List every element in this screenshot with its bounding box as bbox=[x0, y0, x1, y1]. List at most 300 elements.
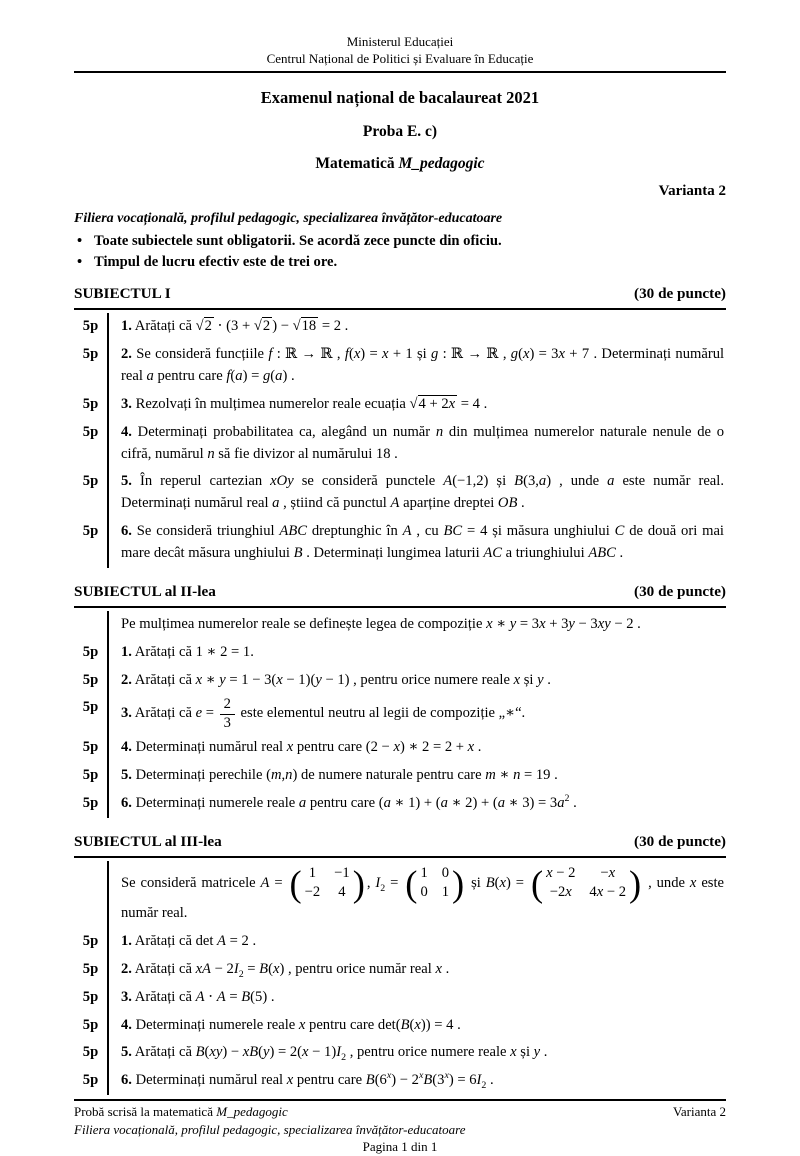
math-text: = bbox=[269, 874, 288, 891]
math-text: (5) . bbox=[250, 988, 275, 1005]
math-variable: xB bbox=[242, 1044, 259, 1061]
math-variable: B bbox=[365, 1072, 375, 1089]
math-text: = 2 . bbox=[225, 932, 257, 949]
math-variable: a bbox=[275, 367, 283, 384]
problem-item bbox=[74, 468, 726, 518]
problem-item bbox=[74, 1012, 726, 1040]
problem-item bbox=[74, 1039, 726, 1067]
rule-item: • Toate subiectele sunt obligatorii. Se acordă zece puncte din oficiu. bbox=[74, 231, 726, 253]
math-text: Arătați că det bbox=[131, 932, 218, 949]
math-variable: f bbox=[344, 346, 349, 362]
math-variable: a bbox=[440, 794, 448, 811]
math-variable: ABC bbox=[588, 545, 616, 562]
math-text: Determinați numerele reale bbox=[131, 794, 299, 811]
math-text: ( bbox=[518, 346, 523, 362]
math-text: pentru care (2 − bbox=[293, 739, 394, 756]
problem-item bbox=[74, 341, 726, 391]
math-text: ( bbox=[494, 874, 500, 891]
math-text: 2 bbox=[380, 882, 386, 894]
problem-text bbox=[107, 734, 726, 762]
math-text: ) = bbox=[506, 874, 529, 891]
math-variable: B bbox=[259, 960, 269, 977]
item-number: 3. bbox=[121, 988, 132, 1005]
math-text: 4 + 2 bbox=[418, 395, 449, 412]
problem-item bbox=[74, 639, 726, 667]
math-text: ( bbox=[258, 1044, 264, 1061]
problem-item bbox=[74, 419, 726, 469]
points-label: 5p bbox=[82, 767, 99, 783]
math-variable: x bbox=[513, 671, 521, 688]
item-number: 1. bbox=[121, 932, 132, 949]
math-variable: x bbox=[418, 1070, 424, 1082]
math-variable: x bbox=[286, 739, 294, 756]
math-variable: x bbox=[386, 1070, 392, 1082]
math-text: Se consideră funcțiile bbox=[131, 346, 269, 362]
matrix bbox=[531, 864, 641, 903]
problem-text bbox=[107, 928, 726, 956]
math-text: ∗ bbox=[492, 615, 510, 632]
math-text: Arătați că 1 ∗ 2 = 1. bbox=[131, 643, 254, 660]
radicand bbox=[204, 317, 214, 334]
math-text: = 1 − 3( bbox=[225, 671, 277, 688]
radical-sign-icon: √ bbox=[409, 395, 418, 412]
math-text: + 3 bbox=[545, 615, 569, 632]
math-text: ) = 3 bbox=[529, 346, 559, 362]
math-variable: I bbox=[336, 1044, 342, 1061]
math-text: Rezolvați în mulțimea numerelor reale ecuația bbox=[131, 395, 410, 412]
math-text: = 4 . bbox=[457, 395, 488, 412]
math-text: ( bbox=[409, 1016, 415, 1033]
math-variable: a bbox=[298, 794, 307, 811]
problem-text bbox=[107, 956, 726, 984]
math-variable: y bbox=[533, 1044, 541, 1061]
radical-sign-icon: √ bbox=[253, 318, 262, 335]
math-text: , pentru orice numere reale bbox=[346, 1044, 511, 1061]
math-text: Determinați numărul real bbox=[131, 739, 287, 756]
matrix-cell bbox=[309, 864, 316, 884]
proba-title: Proba E. c) bbox=[362, 122, 438, 140]
math-text: −1 bbox=[334, 864, 350, 881]
math-variable: x bbox=[499, 874, 507, 891]
item-number: 1. bbox=[121, 318, 132, 335]
math-variable: x bbox=[276, 671, 283, 688]
math-text: , cu bbox=[411, 523, 444, 540]
math-variable: n bbox=[285, 767, 293, 783]
math-variable: a bbox=[557, 794, 565, 811]
math-text: . bbox=[486, 1072, 494, 1089]
math-text: Arătați că bbox=[131, 318, 196, 335]
math-text: (3 bbox=[432, 1072, 445, 1089]
math-text: ) . bbox=[282, 367, 295, 384]
points-label: 5p bbox=[82, 1072, 99, 1089]
math-text: Determinați probabilitatea ca, alegând un număr bbox=[131, 423, 436, 440]
math-text: 2 bbox=[223, 696, 231, 713]
problem-item bbox=[74, 762, 726, 790]
math-text: ∗ 2) + ( bbox=[447, 794, 498, 811]
points-label: 5p bbox=[82, 643, 99, 660]
math-text: . bbox=[441, 960, 450, 977]
math-text: − 2 bbox=[210, 960, 234, 977]
item-number: 5. bbox=[121, 767, 132, 783]
math-text: ) − bbox=[222, 1044, 243, 1061]
math-variable: x bbox=[596, 884, 604, 901]
math-text: ) , pentru orice număr real bbox=[279, 960, 436, 977]
math-text: 4 bbox=[589, 884, 597, 901]
points-label: 5p bbox=[82, 346, 99, 362]
math-text: ⋅ (3 + bbox=[213, 318, 254, 335]
math-text: Se consideră matricele bbox=[121, 874, 261, 891]
math-variable: a bbox=[146, 367, 154, 384]
header-organization bbox=[74, 34, 726, 68]
problem-text bbox=[107, 790, 726, 818]
math-variable: x bbox=[353, 346, 361, 362]
points-label: 5p bbox=[82, 423, 99, 440]
math-text: . bbox=[569, 794, 577, 811]
math-variable: A bbox=[260, 874, 270, 891]
math-text: = 2 . bbox=[318, 318, 349, 335]
item-number: 6. bbox=[121, 794, 132, 811]
math-text: se consideră punctele bbox=[293, 473, 444, 490]
math-text: Determinați numerele reale bbox=[131, 1016, 299, 1033]
math-variable: n bbox=[435, 423, 444, 440]
math-text: − 2 . bbox=[610, 615, 641, 632]
points-label: 5p bbox=[82, 794, 99, 811]
math-variable: I bbox=[375, 874, 381, 891]
math-text: 1 bbox=[308, 864, 317, 881]
points-label: 5p bbox=[82, 395, 99, 412]
section-title: SUBIECTUL I bbox=[74, 285, 171, 303]
math-variable: xA bbox=[195, 960, 211, 977]
item-number: 2. bbox=[121, 671, 132, 688]
math-text: ( bbox=[230, 367, 236, 384]
footer-row-1 bbox=[74, 1103, 726, 1121]
math-text: − 3 bbox=[574, 615, 598, 632]
section-intro bbox=[74, 611, 726, 639]
math-variable: a bbox=[235, 367, 243, 384]
problem-item bbox=[74, 313, 726, 341]
math-text: (6 bbox=[374, 1072, 387, 1089]
math-text: Determinați perechile ( bbox=[131, 767, 271, 783]
points-label: 5p bbox=[82, 473, 99, 490]
math-text: Arătați că bbox=[131, 960, 196, 977]
radical-sign-icon: √ bbox=[292, 318, 301, 335]
math-text: Pe mulțimea numerelor reale se definește legea de compoziție bbox=[121, 615, 487, 632]
math-text: pentru care ( bbox=[306, 794, 384, 811]
math-variable: x bbox=[510, 1044, 517, 1061]
math-variable: x bbox=[565, 884, 572, 901]
denominator bbox=[220, 715, 235, 731]
matrix-cell bbox=[420, 864, 427, 884]
radicand bbox=[418, 395, 458, 412]
section-points: (30 de puncte) bbox=[634, 285, 726, 303]
math-text: dreptunghic în bbox=[307, 523, 403, 540]
problem-item bbox=[74, 734, 726, 762]
math-text: Determinați numărul real bbox=[131, 1072, 287, 1089]
points-label: 5p bbox=[82, 318, 99, 335]
math-text: . bbox=[474, 739, 482, 756]
footer-proba-text: Probă scrisă la matematică bbox=[74, 1104, 217, 1120]
math-text: , bbox=[366, 874, 376, 891]
problem-text bbox=[107, 391, 726, 419]
subject-title bbox=[74, 152, 726, 175]
math-text: este elementul neutru al legii de compoziție „∗“. bbox=[236, 705, 526, 722]
math-text: , știind că punctul bbox=[279, 495, 391, 512]
math-text: 1 bbox=[441, 884, 450, 901]
matrix-cell bbox=[442, 883, 449, 903]
math-variable: B bbox=[423, 1072, 433, 1089]
math-variable: g bbox=[262, 367, 271, 384]
section-3-body bbox=[74, 856, 726, 1100]
math-text: și bbox=[466, 874, 486, 891]
math-text: pentru care bbox=[293, 1072, 366, 1089]
math-text: 4 bbox=[338, 884, 346, 901]
right-paren-icon: ) bbox=[352, 862, 365, 905]
math-text: 18 bbox=[301, 318, 317, 335]
exam-title: Examenul național de bacalaureat 2021 bbox=[260, 87, 540, 107]
footer-rule bbox=[74, 1099, 726, 1101]
math-text: 0 bbox=[441, 864, 450, 881]
section-title: SUBIECTUL al III-lea bbox=[74, 832, 222, 850]
math-variable: A bbox=[217, 932, 226, 949]
math-text: . bbox=[543, 671, 551, 688]
problem-item bbox=[74, 391, 726, 419]
math-variable: AC bbox=[483, 545, 502, 562]
math-text: . bbox=[540, 1044, 548, 1061]
math-text: ( bbox=[270, 367, 276, 384]
sqrt-expression bbox=[196, 318, 214, 334]
problem-text bbox=[107, 861, 726, 928]
right-paren-icon: ) bbox=[452, 862, 465, 905]
math-variable: m bbox=[485, 767, 496, 783]
math-variable: e bbox=[195, 705, 203, 722]
problem-item bbox=[74, 928, 726, 956]
item-number: 3. bbox=[121, 705, 132, 722]
problem-text bbox=[107, 762, 726, 790]
math-text: −2 bbox=[304, 884, 321, 901]
math-text: 2 bbox=[238, 968, 244, 980]
points-label: 5p bbox=[82, 739, 99, 756]
matrix-cell bbox=[600, 864, 615, 884]
problem-text bbox=[107, 341, 726, 391]
points-label: 5p bbox=[82, 960, 99, 977]
math-text: Arătați că bbox=[131, 671, 196, 688]
math-text: ∗ bbox=[202, 671, 220, 688]
math-text: ∗ bbox=[495, 767, 514, 783]
math-text: și bbox=[520, 671, 538, 688]
section-title: SUBIECTUL al II-lea bbox=[74, 583, 216, 601]
math-variable: x bbox=[302, 1044, 309, 1061]
math-variable: x bbox=[608, 864, 616, 881]
section-points: (30 de puncte) bbox=[634, 583, 726, 601]
math-variable: x bbox=[522, 346, 530, 362]
math-variable: m bbox=[270, 767, 282, 783]
problem-item bbox=[74, 694, 726, 734]
math-text: din mulțimea numerelor naturale nenule de o cifră, numărul bbox=[121, 423, 725, 462]
problem-text bbox=[107, 611, 726, 639]
section-1-body bbox=[74, 308, 726, 572]
item-number: 3. bbox=[121, 395, 132, 412]
math-text: 0 bbox=[420, 884, 428, 901]
math-text: aparține dreptei bbox=[399, 495, 498, 512]
problem-item bbox=[74, 1067, 726, 1095]
math-variable: I bbox=[476, 1072, 482, 1089]
math-text: Arătați că bbox=[131, 988, 196, 1005]
math-variable: B bbox=[293, 545, 303, 562]
math-text: = 19 . bbox=[520, 767, 558, 783]
math-variable: a bbox=[538, 473, 547, 490]
math-variable: x bbox=[382, 346, 389, 362]
problem-item bbox=[74, 956, 726, 984]
math-text: ) , unde bbox=[546, 473, 608, 490]
section-3-header bbox=[74, 831, 726, 854]
math-text: ) − 2 bbox=[391, 1072, 419, 1089]
math-text: )) = 4 . bbox=[420, 1016, 461, 1033]
math-text: : ℝ → ℝ , bbox=[272, 346, 345, 362]
math-text: În reperul cartezian bbox=[131, 473, 271, 490]
section-2-header bbox=[74, 581, 726, 604]
subject-title-code: M_pedagogic bbox=[398, 154, 485, 172]
matrix-cell bbox=[550, 883, 572, 903]
math-text: 2 bbox=[204, 318, 212, 335]
math-variable: xy bbox=[209, 1044, 223, 1061]
math-variable: xOy bbox=[270, 473, 294, 490]
problem-text bbox=[107, 518, 726, 568]
math-variable: y bbox=[315, 671, 322, 688]
math-text: − 1) bbox=[308, 1044, 337, 1061]
problem-item bbox=[74, 984, 726, 1012]
math-variable: x bbox=[286, 1072, 294, 1089]
math-text: . bbox=[615, 545, 624, 562]
math-variable: OB bbox=[497, 495, 518, 512]
numerator bbox=[220, 697, 235, 714]
problem-item bbox=[74, 667, 726, 695]
math-variable: y bbox=[568, 615, 575, 632]
math-text: să fie divizor al numărului 18 . bbox=[214, 445, 398, 462]
matrix-cell bbox=[589, 883, 626, 903]
footer-page-number: Pagina 1 din 1 bbox=[362, 1139, 438, 1155]
math-variable: x bbox=[298, 1016, 306, 1033]
math-text: ) ∗ 2 = 2 + bbox=[399, 739, 468, 756]
left-paren-icon: ( bbox=[530, 862, 544, 905]
problem-text bbox=[107, 1039, 726, 1067]
math-variable: x bbox=[539, 615, 546, 632]
math-variable: I bbox=[233, 960, 239, 977]
math-variable: y bbox=[263, 1044, 270, 1061]
math-variable: xy bbox=[597, 615, 611, 632]
math-variable: BC bbox=[443, 523, 463, 540]
points-label bbox=[74, 611, 107, 639]
math-text: . Determinați lungimea laturii bbox=[302, 545, 484, 562]
math-variable: n bbox=[513, 767, 521, 783]
math-text: ) = bbox=[242, 367, 263, 384]
points-label bbox=[74, 861, 107, 928]
math-text: : ℝ → ℝ , bbox=[438, 346, 511, 362]
math-text: 2 bbox=[341, 1052, 347, 1064]
math-variable: x bbox=[689, 874, 697, 891]
footer-variant: Varianta 2 bbox=[672, 1104, 726, 1120]
problem-text bbox=[107, 667, 726, 695]
math-text: = bbox=[225, 988, 242, 1005]
math-variable: B bbox=[514, 473, 524, 490]
math-variable: A bbox=[402, 523, 412, 540]
math-text: + 7 . Determinați numărul real bbox=[121, 346, 725, 384]
item-number: 2. bbox=[121, 960, 132, 977]
math-variable: x bbox=[195, 671, 203, 688]
math-variable: x bbox=[448, 395, 456, 412]
radicand bbox=[301, 317, 319, 334]
math-variable: a bbox=[272, 495, 280, 512]
page-footer bbox=[74, 1099, 726, 1156]
math-variable: A bbox=[390, 495, 400, 512]
math-variable: A bbox=[216, 988, 226, 1005]
exam-rules bbox=[74, 231, 726, 275]
math-variable: x bbox=[558, 346, 565, 362]
points-label: 5p bbox=[82, 523, 99, 540]
math-text: ∗ 3) = 3 bbox=[505, 794, 558, 811]
math-variable: B bbox=[241, 988, 251, 1005]
math-text: ) − bbox=[272, 318, 293, 335]
problem-item bbox=[74, 518, 726, 568]
math-text: 2 bbox=[564, 793, 570, 805]
math-variable: n bbox=[207, 445, 215, 462]
math-text: −2 bbox=[549, 884, 566, 901]
math-text: ) de numere naturale pentru care bbox=[292, 767, 486, 783]
math-text: = 4 și măsura unghiului bbox=[462, 523, 615, 540]
math-text: = bbox=[243, 960, 260, 977]
item-number: 6. bbox=[121, 523, 132, 540]
item-number: 1. bbox=[121, 643, 132, 660]
math-variable: x bbox=[393, 739, 400, 756]
math-text: − 2 bbox=[552, 864, 576, 881]
subject-title-main: Matematică bbox=[315, 154, 399, 172]
math-variable: y bbox=[537, 671, 544, 688]
math-variable: x bbox=[414, 1016, 421, 1033]
math-variable: a bbox=[497, 794, 505, 811]
math-text: (−1,2) și bbox=[452, 473, 515, 490]
matrix-cell bbox=[305, 883, 321, 903]
matrix-cell bbox=[338, 883, 345, 903]
item-number: 4. bbox=[121, 423, 132, 440]
math-variable: ABC bbox=[279, 523, 307, 540]
math-variable: a bbox=[607, 473, 615, 490]
matrix bbox=[289, 864, 364, 903]
math-variable: C bbox=[614, 523, 625, 540]
points-label: 5p bbox=[82, 988, 99, 1005]
math-text: 2 bbox=[481, 1080, 487, 1092]
math-text: de două ori mai mare decât măsura unghiului bbox=[121, 523, 724, 562]
math-variable: a bbox=[383, 794, 391, 811]
section-intro bbox=[74, 861, 726, 928]
matrix-entries bbox=[302, 864, 353, 903]
left-paren-icon: ( bbox=[405, 862, 418, 905]
math-variable: y bbox=[509, 615, 517, 632]
item-number: 6. bbox=[121, 1072, 132, 1089]
math-text: ( bbox=[348, 346, 354, 362]
matrix-cell bbox=[334, 864, 350, 884]
math-text: . bbox=[517, 495, 525, 512]
footer-proba-code: M_pedagogic bbox=[216, 1104, 288, 1120]
math-text: ∗ 1) + ( bbox=[390, 794, 441, 811]
section-2-body bbox=[74, 606, 726, 822]
header-rule bbox=[74, 71, 726, 73]
filiera-line: Filiera vocațională, profilul pedagogic, specializarea învățător-educatoare bbox=[74, 210, 503, 226]
problem-item bbox=[74, 790, 726, 818]
math-variable: A bbox=[443, 473, 453, 490]
math-variable: g bbox=[510, 346, 519, 362]
math-variable: g bbox=[431, 346, 439, 362]
math-text: Arătați că bbox=[131, 1044, 196, 1061]
problem-text bbox=[107, 1067, 726, 1095]
